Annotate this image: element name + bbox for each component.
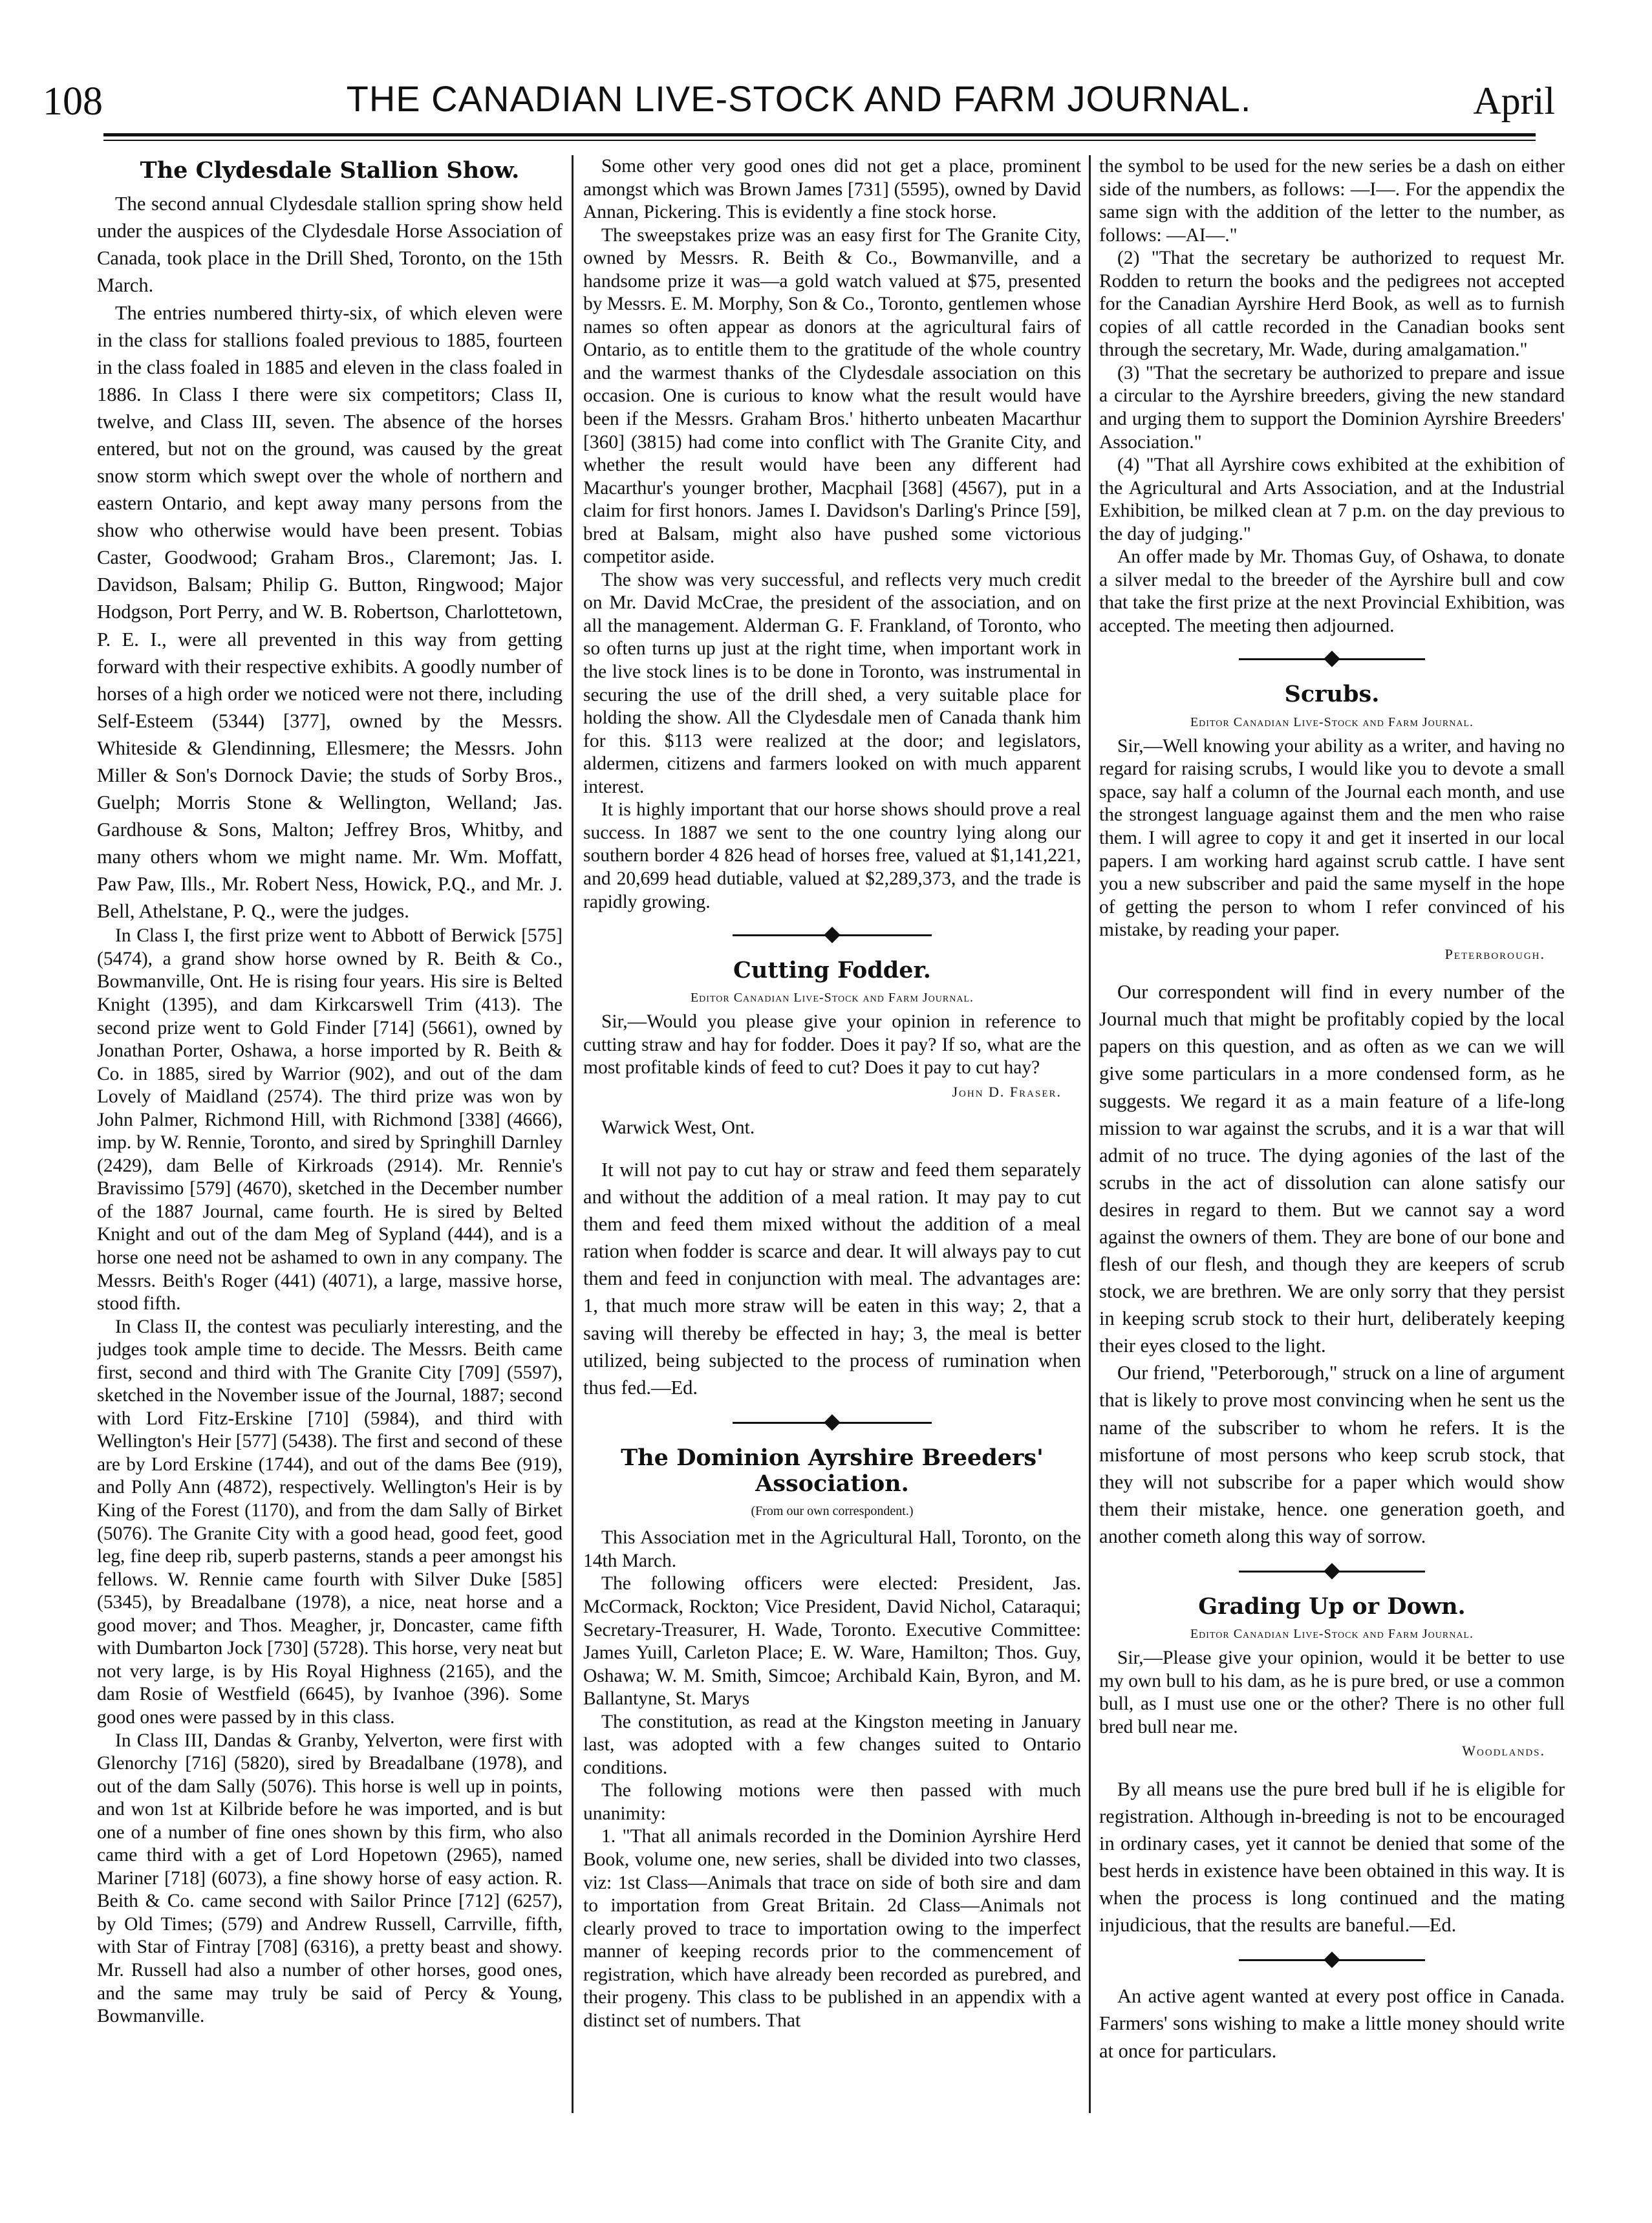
paragraph: The entries numbered thirty-six, of which eleven were in the class for stallions foaled previous to 1885, fourteen in the class foaled in 1885 and eleven in the class foaled in 1886. In Class I there were six competitors; Class II, twelve, and Class III, seven. The absence of the horses entered, but not on the ground, was caused by the great snow storm which swept over the whole of northern and eastern Ontario, and kept away many persons from the show who otherwise would have been present. Tobias Caster, Goodwood; Graham Bros., Claremont; Jas. I. Davidson, Balsam; Philip G. Button, Ringwood; Major Hodgson, Port Perry, and W. B. Robertson, Charlottetown, P. E. I., were all prevented in this way from getting forward with their respective exhibits. A goodly number of horses of a high order we noticed were not there, including Self-Esteem (5344) [377], owned by the Messrs. Whiteside & Glendinning, Ellesmere; the Messrs. John Miller & Son's Dornock Davie; the studs of Sorby Bros., Guelph; Morris Stone & Wellington, Welland; Jas. Gardhouse & Sons, Malton; Jeffrey Bros, Whitby, and many others whom we might name. Mr. Wm. Moffatt, Paw Paw, Ills., Mr. Robert Ness, Howick, P.Q., and Mr. J. Bell, Athelstane, P. Q., were the judges. xyxy=(97,301,563,923)
paragraph: An offer made by Mr. Thomas Guy, of Oshawa, to donate a silver medal to the breeder of the Ayrshire bull and cow that take the first prize at the next Provincial Exhibition, was accepted. The meeting then adjourned. xyxy=(1099,546,1565,636)
letter: Sir,—Please give your opinion, would it be better to use my own bull to his dam, as he is pure bred, or use a common bull, as I must use one or the other? There is no other full bred bull near me. xyxy=(1099,1648,1565,1737)
signature: Woodlands. xyxy=(1462,1743,1545,1759)
agent-notice: An active agent wanted at every post office in Canada. Farmers' sons wishing to make a little money should write at once for particulars. xyxy=(1099,1985,1565,2062)
letter: Sir,—Well knowing your ability as a writer, and having no regard for raising scrubs, I would like you to devote a small space, say half a column of the Journal each month, and use the strongest language against them and the men who raise them. I will agree to copy it and get it inserted in our local papers. I am working hard against scrub cattle. I have sent you a new subscriber and paid the same myself in the hope of getting the person to whom I refer convinced of his mistake, by reading your paper. xyxy=(1099,735,1565,941)
article-title-cutting-fodder: Cutting Fodder. xyxy=(733,957,931,984)
column-2 xyxy=(583,155,1081,2126)
editor-reply: Our friend, "Peterborough," struck on a line of argument that is likely to prove most convincing when he sent us the name of the subscriber to whom he refers. It is the misfortune of most persons who keep scrub stock, that they will not subscribe for a paper which would show them their mistake, hence. one generation goeth, and another cometh along this way of sorrow. xyxy=(1099,1362,1565,1547)
header-rule-thin xyxy=(103,140,1536,141)
article-title-clydesdale: The Clydesdale Stallion Show. xyxy=(140,157,520,184)
issue-month: April xyxy=(1473,80,1555,122)
signature: John D. Fraser. xyxy=(952,1084,1062,1101)
paragraph: The following motions were then passed with much unanimity: xyxy=(583,1780,1081,1824)
editor-line: Editor Canadian Live-Stock and Farm Journal. xyxy=(1190,1627,1474,1642)
section-divider xyxy=(1099,647,1565,672)
editor-reply: It will not pay to cut hay or straw and feed them separately and without the addition of a meal ration. It may pay to cut them and feed them mixed without the addition of a meal ration when fodder is scarce and dear. It will always pay to cut them and feed in conjunction with meal. The advantages are: 1, that much more straw will be eaten in this way; 2, that a saving will thereby be effected in hay; 3, the meal is better utilized, being subjected to the process of rumination when thus fed.—Ed. xyxy=(583,1159,1081,1399)
paragraph: (2) "That the secretary be authorized to request Mr. Rodden to return the books and the pedigrees not accepted for the Canadian Ayrshire Herd Book, as well as to furnish copies of all cattle recorded in the Canadian books sent through the secretary, Mr. Wade, during amalgamation." xyxy=(1099,248,1565,361)
header-rule xyxy=(103,133,1536,136)
paragraph: The sweepstakes prize was an easy first for The Granite City, owned by Messrs. R. Beith & Co., Bowmanville, and a handsome prize it was—a gold watch valued at $75, presented by Messrs. E. M. Morphy, Son & Co., Toronto, gentlemen whose names so often appear as donors at the agricultural fairs of Ontario, as to entitle them to the gratitude of the whole country and the warmest thanks of the Clydesdale association on this occasion. One is curious to know what the result would have been if the Messrs. Graham Bros.' hitherto unbeaten Macarthur [360] (3815) had come into conflict with The Granite City, and whether the result would have been any different had Macarthur's younger brother, Macphail [368] (4567), put in a claim for first honors. James I. Davidson's Darling's Prince [59], bred at Balsam, might also have pushed some victorious competitor aside. xyxy=(583,224,1081,568)
page-number: 108 xyxy=(43,80,103,124)
column-1 xyxy=(97,155,563,2126)
article-title-scrubs: Scrubs. xyxy=(1284,681,1380,708)
paragraph: In Class II, the contest was peculiarly interesting, and the judges took ample time to decide. The Messrs. Beith came first, second and third with The Granite City [709] (5597), sketched in the November issue of the Journal, 1887; second with Lord Fitz-Erskine [710] (5984), and third with Wellington's Heir [577] (5438). The first and second of these are by Lord Erskine (1744), and out of the dams Bee (919), and Polly Ann (4872), respectively. Wellington's Heir is by King of the Forest (1170), and from the dam Sally of Birket (5076). The Granite City with a good head, good feet, good leg, fine deep rib, superb pasterns, stands a peer amongst his fellows. W. Rennie came fourth with Silver Duke [585] (5345), by Breadalbane (1978), a nice, neat horse and a good mover; and Thos. Meagher, jr, Doncaster, came fifth with Dumbarton Jock [730] (5728). This horse, very neat but not very large, is by His Royal Highness (2165), and the dam Rosie of Westfield (6645), by Ivanhoe (396). Some good ones were passed by in this class. xyxy=(97,1316,563,1728)
column-rule xyxy=(572,155,574,2113)
paragraph: The constitution, as read at the Kingston meeting in January last, was adopted with a few changes suited to Ontario conditions. xyxy=(583,1711,1081,1778)
paragraph: 1. "That all animals recorded in the Dominion Ayrshire Herd Book, volume one, new series, shall be divided into two classes, viz: 1st Class—Animals that trace on side of both sire and dam to importation from Great Britain. 2d Class—Animals not clearly proved to trace to importation owing to the imperfect manner of keeping records prior to the commencement of registration, which have already been recorded as purebred, and their progeny. This class to be published in an appendix with a distinct set of numbers. That xyxy=(583,1826,1081,2031)
paragraph: (3) "That the secretary be authorized to prepare and issue a circular to the Ayrshire breeders, giving the new standard and urging them to support the Dominion Ayrshire Breeders' Association." xyxy=(1099,362,1565,453)
paragraph: Some other very good ones did not get a place, prominent amongst which was Brown James [731] (5595), owned by David Annan, Pickering. This is evidently a fine stock horse. xyxy=(583,156,1081,223)
paragraph: In Class I, the first prize went to Abbott of Berwick [575] (5474), a grand show horse owned by R. Beith & Co., Bowmanville, Ont. He is rising four years. His sire is Belted Knight (1395), and dam Kirkcarswell Trim (413). The second prize went to Gold Finder [714] (5661), owned by Jonathan Porter, Oshawa, a horse imported by R. Beith & Co. in 1885, sired by Warrior (902), and out of the dam Lovely of Maidland (2574). The third prize was won by John Palmer, Richmond Hill, with Richmond [338] (4666), imp. by W. Rennie, Toronto, and sired by Springhill Darnley (2429), dam Belle of Kirkroads (2914). Mr. Rennie's Bravissimo [579] (4670), sketched in the December number of the 1887 Journal, came fourth. He is sired by Belted Knight and out of the dam Meg of Sypland (444), and is a horse one need not be ashamed to own in any company. The Messrs. Beith's Roger (441) (4071), a large, massive horse, stood fifth. xyxy=(97,925,563,1315)
column-rule xyxy=(1089,155,1091,2113)
editor-line: Editor Canadian Live-Stock and Farm Journal. xyxy=(1190,714,1474,729)
journal-title: THE CANADIAN LIVE-STOCK AND FARM JOURNAL. xyxy=(346,78,1252,119)
letter: Sir,—Would you please give your opinion in reference to cutting straw and hay for fodder. Does it pay? If so, what are the most profitable kinds of feed to cut? Does it pay to cut hay? xyxy=(583,1011,1081,1079)
paragraph: (4) "That all Ayrshire cows exhibited at the exhibition of the Agricultural and Arts Association, and at the Industrial Exhibition, be milked clean at 7 p.m. on the day previous to the day of judging." xyxy=(1099,455,1565,544)
article-title-ayrshire: The Dominion Ayrshire Breeders' Association. xyxy=(621,1444,1044,1498)
correspondent-note: (From our own correspondent.) xyxy=(751,1504,914,1519)
section-divider xyxy=(1099,1948,1565,1973)
editor-reply: By all means use the pure bred bull if he is eligible for registration. Although in-breeding is not to be encouraged in ordinary cases, yet it cannot be denied that some of the best herds in existence have been obtained in this way. It is when the process is long continued and the mating injudicious, that the results are baneful.—Ed. xyxy=(1099,1777,1565,1937)
section-divider xyxy=(583,923,1081,949)
paragraph: The show was very successful, and reflects very much credit on Mr. David McCrae, the president of the association, and on all the management. Alderman G. F. Frankland, of Toronto, who so often turns up just at the right time, when important work in the live stock lines is to be done in Toronto, was instrumental in securing the use of the drill shed, a very suitable place for holding the show. All the Clydesdale men of Canada thank him for this. $113 were realized at the door; and legislators, aldermen, citizens and farmers looked on with much apparent interest. xyxy=(583,569,1081,797)
paragraph: In Class III, Dandas & Granby, Yelverton, were first with Glenorchy [716] (5820), sired by Breadalbane (1978), and out of the dam Sally (5076). This horse is well up in points, and won 1st at Kilbride before he was imported, and is but one of a number of fine ones shown by this firm, who also came third with a get of Lord Hopetown (2965), named Mariner [718] (6073), a fine showy horse of easy action. R. Beith & Co. came second with Sailor Prince [712] (6257), by Old Times; (579) and Andrew Russell, Carrville, fifth, with Star of Fintray [708] (6316), a pretty beast and showy. Mr. Russell had also a number of other horses, good ones, and the same may truly be said of Percy & Young, Bowmanville. xyxy=(97,1730,563,2027)
section-divider xyxy=(583,1410,1081,1436)
editor-line: Editor Canadian Live-Stock and Farm Journal. xyxy=(690,991,974,1005)
paragraph: This Association met in the Agricultural Hall, Toronto, on the 14th March. xyxy=(583,1527,1081,1571)
section-divider xyxy=(1099,1559,1565,1585)
signature: Peterborough. xyxy=(1444,945,1545,962)
paragraph: The following officers were elected: President, Jas. McCormack, Rockton; Vice President, David Nichol, Cataraqui; Secretary-Treasurer, H. Wade, Toronto. Executive Committee: James Yuill, Carleton Place; E. W. Ware, Hamilton; Thos. Guy, Oshawa; W. M. Smith, Simcoe; Archibald Kain, Byron, and M. Ballantyne, St. Marys xyxy=(583,1573,1081,1710)
column-3 xyxy=(1099,155,1565,2126)
paragraph: the symbol to be used for the new series be a dash on either side of the numbers, as follows: —I—. For the appendix the same sign with the addition of the letter to the number, as follows: —AI—." xyxy=(1099,156,1565,246)
article-title-grading: Grading Up or Down. xyxy=(1198,1593,1466,1620)
letter-place: Warwick West, Ont. xyxy=(601,1117,755,1138)
paragraph: The second annual Clydesdale stallion spring show held under the auspices of the Clydesdale Horse Association of Canada, took place in the Drill Shed, Toronto, on the 15th March. xyxy=(97,193,563,297)
editor-reply: Our correspondent will find in every number of the Journal much that might be profitably copied by the local papers on this question, and as often as we can we will give some particulars in a more condensed form, as he suggests. We regard it as a main feature of a life-long mission to war against the scrubs, and it is a war that will admit of no truce. The dying agonies of the last of the scrubs in the act of dissolution can alone satisfy our desires in regard to them. But we cannot say a word against the owners of them. They are bone of our bone and flesh of our flesh, and though they are keepers of scrub stock, we are brethren. We are only sorry that they persist in keeping scrub stock to their hurt, deliberately keeping their eyes closed to the light. xyxy=(1099,981,1565,1357)
paragraph: It is highly important that our horse shows should prove a real success. In 1887 we sent to the one country lying along our southern border 4 826 head of horses free, valued at $1,141,221, and 20,699 head dutiable, valued at $2,289,373, and the trade is rapidly growing. xyxy=(583,799,1081,912)
